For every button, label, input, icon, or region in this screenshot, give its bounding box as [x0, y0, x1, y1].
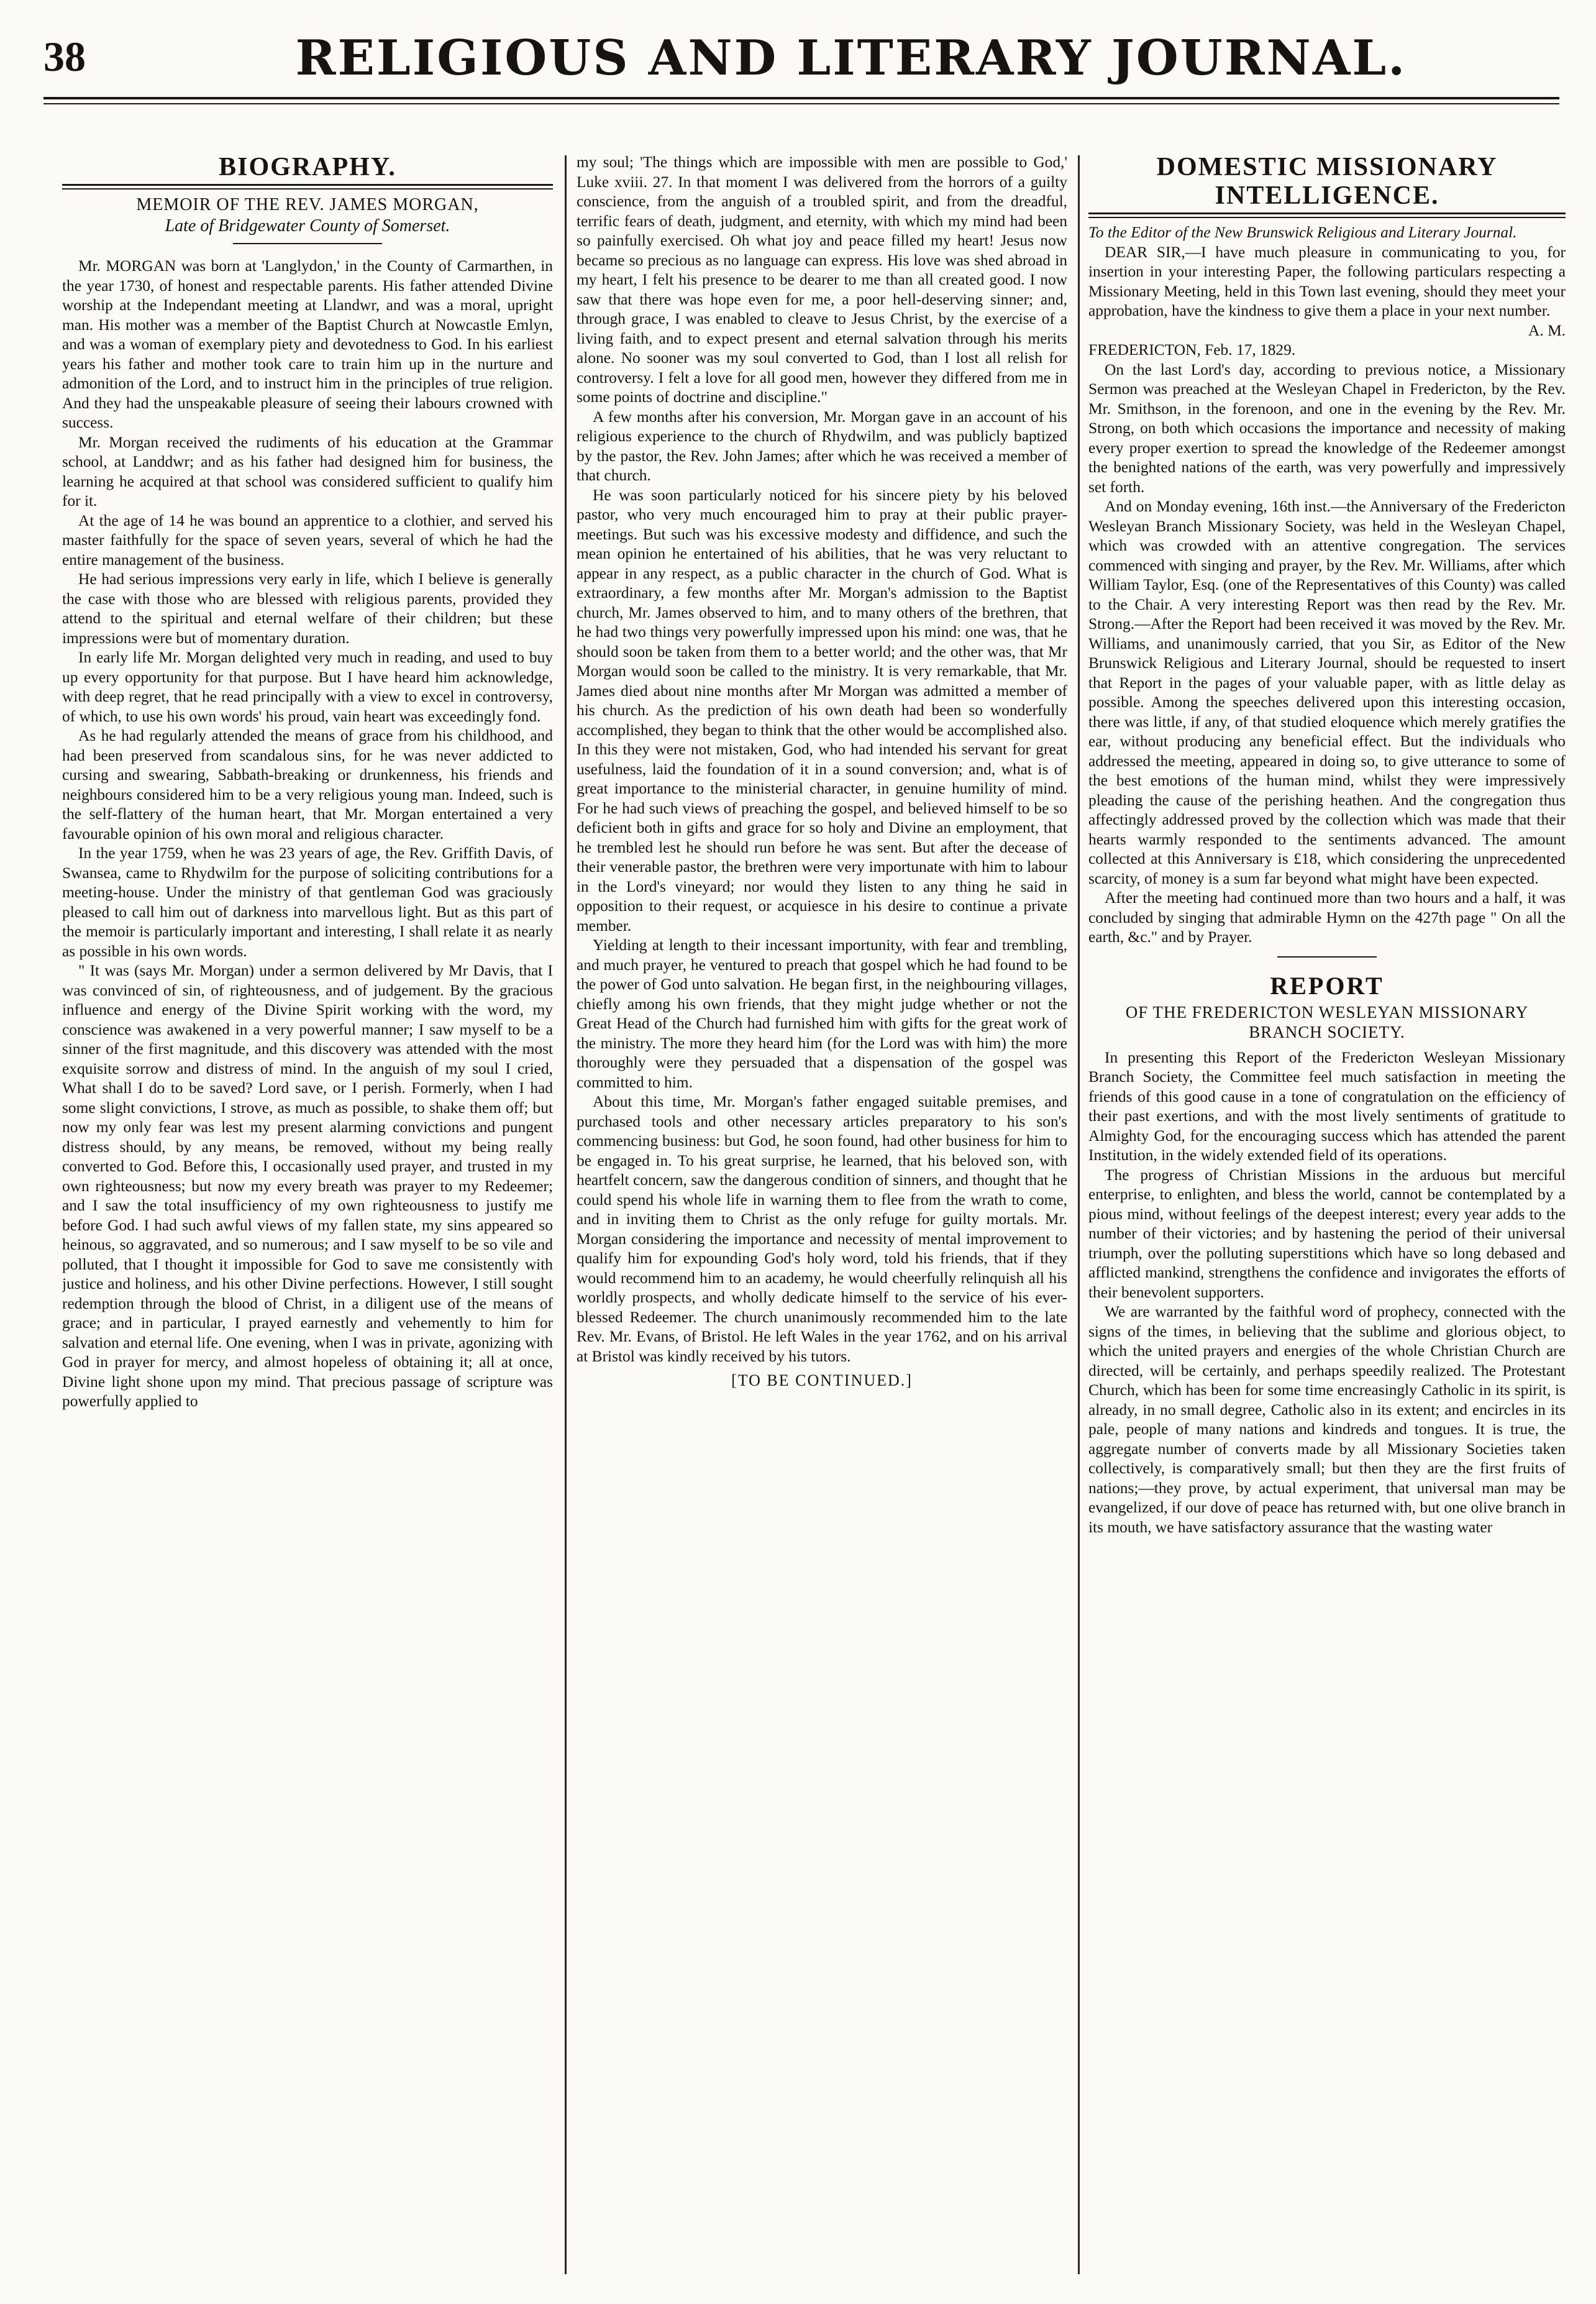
paragraph: " It was (says Mr. Morgan) under a sermon delivered by Mr Davis, that I was convinced of sin, of righteousness, and of judgement. By the gracious influence and energy of the Divine Spirit working with the word, my conscience was awakened in a very powerful manner; I saw myself to be a sinner of the first magnitude, and this discovery was attended with the most exquisite sorrow and distress of mind. In the anguish of my soul I cried, What shall I do to be saved? Lord save, or I perish. Formerly, when I had some slight convictions, I strove, as much as possible, to shake them off; but now my only fear was lest my present alarming convictions and pungent distress should, by any means, be removed, without my being really converted to God. Before this, I occasionally used prayer, and trusted in my own righteousness; but now my every breath was prayer to my Redeemer; and I saw the total insufficiency of my own righteousness to justify me before God. I had such awful views of my fallen state, my sins appeared so heinous, so aggravated, and so numerous; and I saw myself to be so vile and polluted, that I thought it impossible for God to save me consistently with justice and holiness, and his other Divine perfections. However, I still sought redemption through the blood of Christ, in a diligent use of the means of grace; and in particular, I prayed earnestly and vehemently to him for salvation and eternal life. One evening, when I was in private, agonizing with God in prayer for mercy, and almost hopeless of obtaining it; all at once, Divine light shone upon my mind. That precious passage of scripture was powerfully applied to [62, 962, 553, 1410]
paragraph: The progress of Christian Missions in the arduous but merciful enterprise, to enlighten, and bless the world, cannot be contemplated by a pious mind, without feelings of the deepest interest; every year adds to the number of their victories; and by hastening the period of their universal triumph, over the polluting superstitions which have so long debased and afflicted mankind, strengthens the confidence and invigorates the efforts of their benevolent supporters. [1088, 1166, 1566, 1301]
paragraph: We are warranted by the faithful word of prophecy, connected with the signs of the times, in believing that the sublime and glorious object, to which the united prayers and energies of the whole Christian Church are directed, will be certainly, and perhaps speedily realized. The Protestant Church, which has been for some time encreasingly Catholic in its spirit, is already, in no small degree, Catholic also in its extent; and encircles in its pale, people of many nations and kindreds and tongues. It is true, the aggregate number of converts made by all Missionary Societies taken collectively, is comparatively small; but then they are the first fruits of nations;—they prove, by actual experiment, that universal man may be evangelized, if our dove of peace has returned with, but one olive branch in its mouth, we have satisfactory assurance that the wasting water [1088, 1303, 1566, 1536]
paragraph: At the age of 14 he was bound an apprentice to a clothier, and served his master faithfully for the space of seven years, several of which he had the entire management of the business. [62, 511, 553, 569]
letter-signature: A. M. [1528, 321, 1566, 339]
short-rule [1277, 956, 1377, 958]
paragraph: Mr. Morgan received the rudiments of his education at the Grammar school, at Landdwr; and as his father had designed him for business, the learning he acquired at that school was considered sufficient to qualify him for it. [62, 433, 553, 510]
paragraph: He was soon particularly noticed for his sincere piety by his beloved pastor, who very much encouraged him to pray at their public prayer-meetings. But such was his excessive modesty and diffidence, and such the mean opinion he entertained of his abilities, that he was very reluctant to appear in any respect, as a public character in the church of God. What is extraordinary, a few months after Mr. Morgan's admission to the Baptist church, Mr. James observed to him, and to many others of the brethren, that he had two things very powerfully impressed upon his mind: one was, that he should soon be taken from them to a better world; and the other was, that Mr Morgan would soon be called to the ministry. It is very remarkable, that Mr. James died about nine months after Mr Morgan was admitted a member of his church. As the prediction of his own death had been so wonderfully accomplished, they began to think that the other would be accomplished also. In this they were not mistaken, God, who had intended his servant for great usefulness, laid the foundation of it in a sound conversion; and, what is of great importance to the ministerial character, in genuine humility of mind. For he had such views of preaching the gospel, and believed himself to be so deficient both in gifts and grace for so holy and Divine an employment, that he trembled lest he should run before he was sent. But after the decease of their venerable pastor, the brethren were very importunate with him to labour in the Lord's vineyard; nor would they listen to any thing he said in opposition to their request, or acquiesce in his desire to continue a private member. [577, 486, 1067, 935]
letter-address: To the Editor of the New Brunswick Religious and Literary Journal. [1088, 224, 1517, 241]
section-heading-missionary: DOMESTIC MISSIONARY [1156, 153, 1498, 181]
to-be-continued: [TO BE CONTINUED.] [731, 1371, 913, 1389]
paragraph: And on Monday evening, 16th inst.—the Anniversary of the Fredericton Wesleyan Branch Missionary Society, was held in the Wesleyan Chapel, which was crowded with an attentive congregation. The services commenced with singing and prayer, by the Rev. Mr. Williams, after which William Taylor, Esq. (one of the Representatives of this County) was called to the Chair. A very interesting Report was then read by the Rev. Mr. Strong.—After the Report had been received it was moved by the Rev. Mr. Williams, and unanimously carried, that you Sir, as Editor of the New Brunswick Religious and Literary Journal, should be requested to insert that Report in the pages of your valuable paper, with as little delay as possible. Among the speeches delivered upon this interesting occasion, there was little, if any, of that studied eloquence which merely gratifies the ear, without producing any beneficial effect. But the individuals who addressed the meeting, appeared in doing so, to give utterance to some of the best emotions of the human mind, whilst they were impressively pleading the cause of the perishing heathen. And the congregation thus affectingly addressed proved by the collection which was made that their hearts warmly responded to the sentiments advanced. The amount collected at this Anniversary is £18, which considering the unprecedented scarcity, of money is a sum far beyond what might have been expected. [1088, 498, 1566, 887]
letter-place-date: FREDERICTON, Feb. 17, 1829. [1088, 341, 1296, 359]
header-rule-top [43, 97, 1559, 99]
paragraph: Yielding at length to their incessant importunity, with fear and trembling, and much prayer, he ventured to preach that gospel which he had found to be the power of God unto salvation. He began first, in the neighbouring villages, chiefly among his own friends, that they might judge whether or not the Great Head of the Church had furnished him with gifts for the great work of the ministry. The more they heard him (for the Lord was with him) the more thoroughly were they persuaded that a dispensation of the gospel was committed to him. [577, 936, 1067, 1091]
memoir-subtitle: Late of Bridgewater County of Somerset. [165, 216, 450, 235]
paragraph: my soul; 'The things which are impossible with men are possible to God,' Luke xviii. 27. In that moment I was delivered from the horrors of a guilty conscience, from the anguish of a troubled spirit, and from the dreadful, terrific fears of death, judgment, and eternity, with which my mind had been so painfully exercised. Oh what joy and peace filled my heart! Jesus now became so precious as no language can express. His love was shed abroad in my heart, I felt his presence to be dearer to me than all created good. I now saw that there was hope even for me, a poor hell-deserving sinner; and, through grace, I was enabled to cleave to Jesus Christ, by the exercise of a living faith, and to expect present and eternal salvation through his merits alone. No sooner was my soul converted to God, than I lost all relish for controversy. I felt a love for all good men, however they differed from me in some points of doctrine and discipline." [577, 153, 1067, 406]
section-heading-biography: BIOGRAPHY. [219, 153, 396, 181]
paragraph: A few months after his conversion, Mr. Morgan gave in an account of his religious experience to the church of Rhydwilm, and was publicly baptized by the pastor, the Rev. John James; after which he was received a member of that church. [577, 408, 1067, 484]
short-rule [233, 243, 382, 244]
paragraph: After the meeting had continued more than two hours and a half, it was concluded by singing that admirable Hymn on the 427th page " On all the earth, &c." and by Prayer. [1088, 889, 1566, 946]
memoir-title: MEMOIR OF THE REV. JAMES MORGAN, [136, 195, 479, 214]
paragraph: He had serious impressions very early in life, which I believe is generally the case with those who are blessed with religious parents, provided they attend to the spiritual and eternal welfare of their children; but these impressions were but of momentary duration. [62, 570, 553, 647]
column-biography [62, 153, 553, 2290]
paragraph: On the last Lord's day, according to previous notice, a Missionary Sermon was preached at the Wesleyan Chapel in Fredericton, by the Rev. Mr. Smithson, in the forenoon, and one in the evening by the Rev. Mr. Strong, on both which occasions the importance and necessity of making every proper exertion to spread the knowledge of the Redeemer amongst the benighted nations of the earth, was very powerfully and impressively set forth. [1088, 360, 1566, 496]
double-rule [62, 184, 553, 190]
column-biography-continued [577, 153, 1067, 2290]
paragraph: As he had regularly attended the means of grace from his childhood, and had been preserved from scandalous sins, for he was never addicted to cursing and swearing, Sabbath-breaking or drunkenness, his friends and neighbours considered him to be a very religious young man. Indeed, such is the self-flattery of the human heart, that Mr. Morgan entertained a very favourable opinion of his own moral and religious character. [62, 727, 553, 843]
column-divider-2 [1078, 155, 1080, 2274]
letter-body: DEAR SIR,—I have much pleasure in communicating to you, for insertion in your interesting Paper, the following particulars respecting a Missionary Meeting, held in this Town last evening, should they meet your approbation, have the kindness to give them a place in your next number. [1088, 243, 1566, 319]
report-subtitle: OF THE FREDERICTON WESLEYAN MISSIONARY BRANCH SOCIETY. [1125, 1002, 1529, 1041]
column-missionary [1088, 153, 1566, 2290]
double-rule [1088, 213, 1566, 218]
page-number: 38 [43, 33, 86, 80]
paragraph: Mr. MORGAN was born at 'Langlydon,' in the County of Carmarthen, in the year 1730, of honest and respectable parents. His father attended Divine worship at the Independant meeting at Llandwr, and was a moral, upright man. His mother was a member of the Baptist Church at Nowcastle Emlyn, and was a woman of exemplary piety and devotedness to God. In his earliest years his father and mother took care to train him up in the nurture and admonition of the Lord, and to instruct him in the principles of true religion. And they had the unspeakable pleasure of seeing their labours crowned with success. [62, 257, 553, 431]
report-title: REPORT [1270, 971, 1384, 1000]
paragraph: About this time, Mr. Morgan's father engaged suitable premises, and purchased tools and other necessary articles preparatory to his son's commencing business: but God, he soon found, had other business for him to be engaged in. To his great surprise, he learned, that his beloved son, with heartfelt concern, saw the dangerous condition of sinners, and thought that he could spend his whole life in warning them to flee from the wrath to come, and in inviting them to Christ as the only refuge for guilty mortals. Mr. Morgan considering the importance and necessity of mental improvement to qualify him for expounding God's holy word, told his friends, that if they would recommend him to an academy, he would cheerfully relinquish all his worldly prospects, and wholly dedicate himself to the service of his ever-blessed Redeemer. The church unanimously recommended him to the late Rev. Mr. Evans, of Bristol. He left Wales in the year 1762, and on his arrival at Bristol was kindly received by his tutors. [577, 1093, 1067, 1365]
column-divider-1 [565, 155, 567, 2274]
journal-title: RELIGIOUS AND LITERARY JOURNAL. [295, 30, 1407, 86]
paragraph: In presenting this Report of the Fredericton Wesleyan Missionary Branch Society, the Committee feel much satisfaction in meeting the friends of this good cause in a tone of congratulation on the efficiency of their past exertions, and with the most lively sentiments of gratitude to Almighty God, for the encouraging success which has attended the parent Institution, in the widely extended field of its operations. [1088, 1048, 1566, 1164]
section-heading-missionary-2: INTELLIGENCE. [1215, 181, 1439, 210]
paragraph: In early life Mr. Morgan delighted very much in reading, and used to buy up every opportunity for that purpose. But I have heard him acknowledge, with deep regret, that he read principally with a view to excel in controversy, of which, to use his own words' his proud, vain heart was exceedingly fond. [62, 649, 553, 725]
paragraph: In the year 1759, when he was 23 years of age, the Rev. Griffith Davis, of Swansea, came to Rhydwilm for the purpose of soliciting contributions for a meeting-house. Under the ministry of that gentleman God was graciously pleased to call him out of darkness into marvellous light. But as this part of the memoir is particularly important and interesting, I shall relate it as nearly as possible in his own words. [62, 844, 553, 960]
page-header [43, 26, 1559, 93]
header-rule-bottom [43, 103, 1559, 104]
